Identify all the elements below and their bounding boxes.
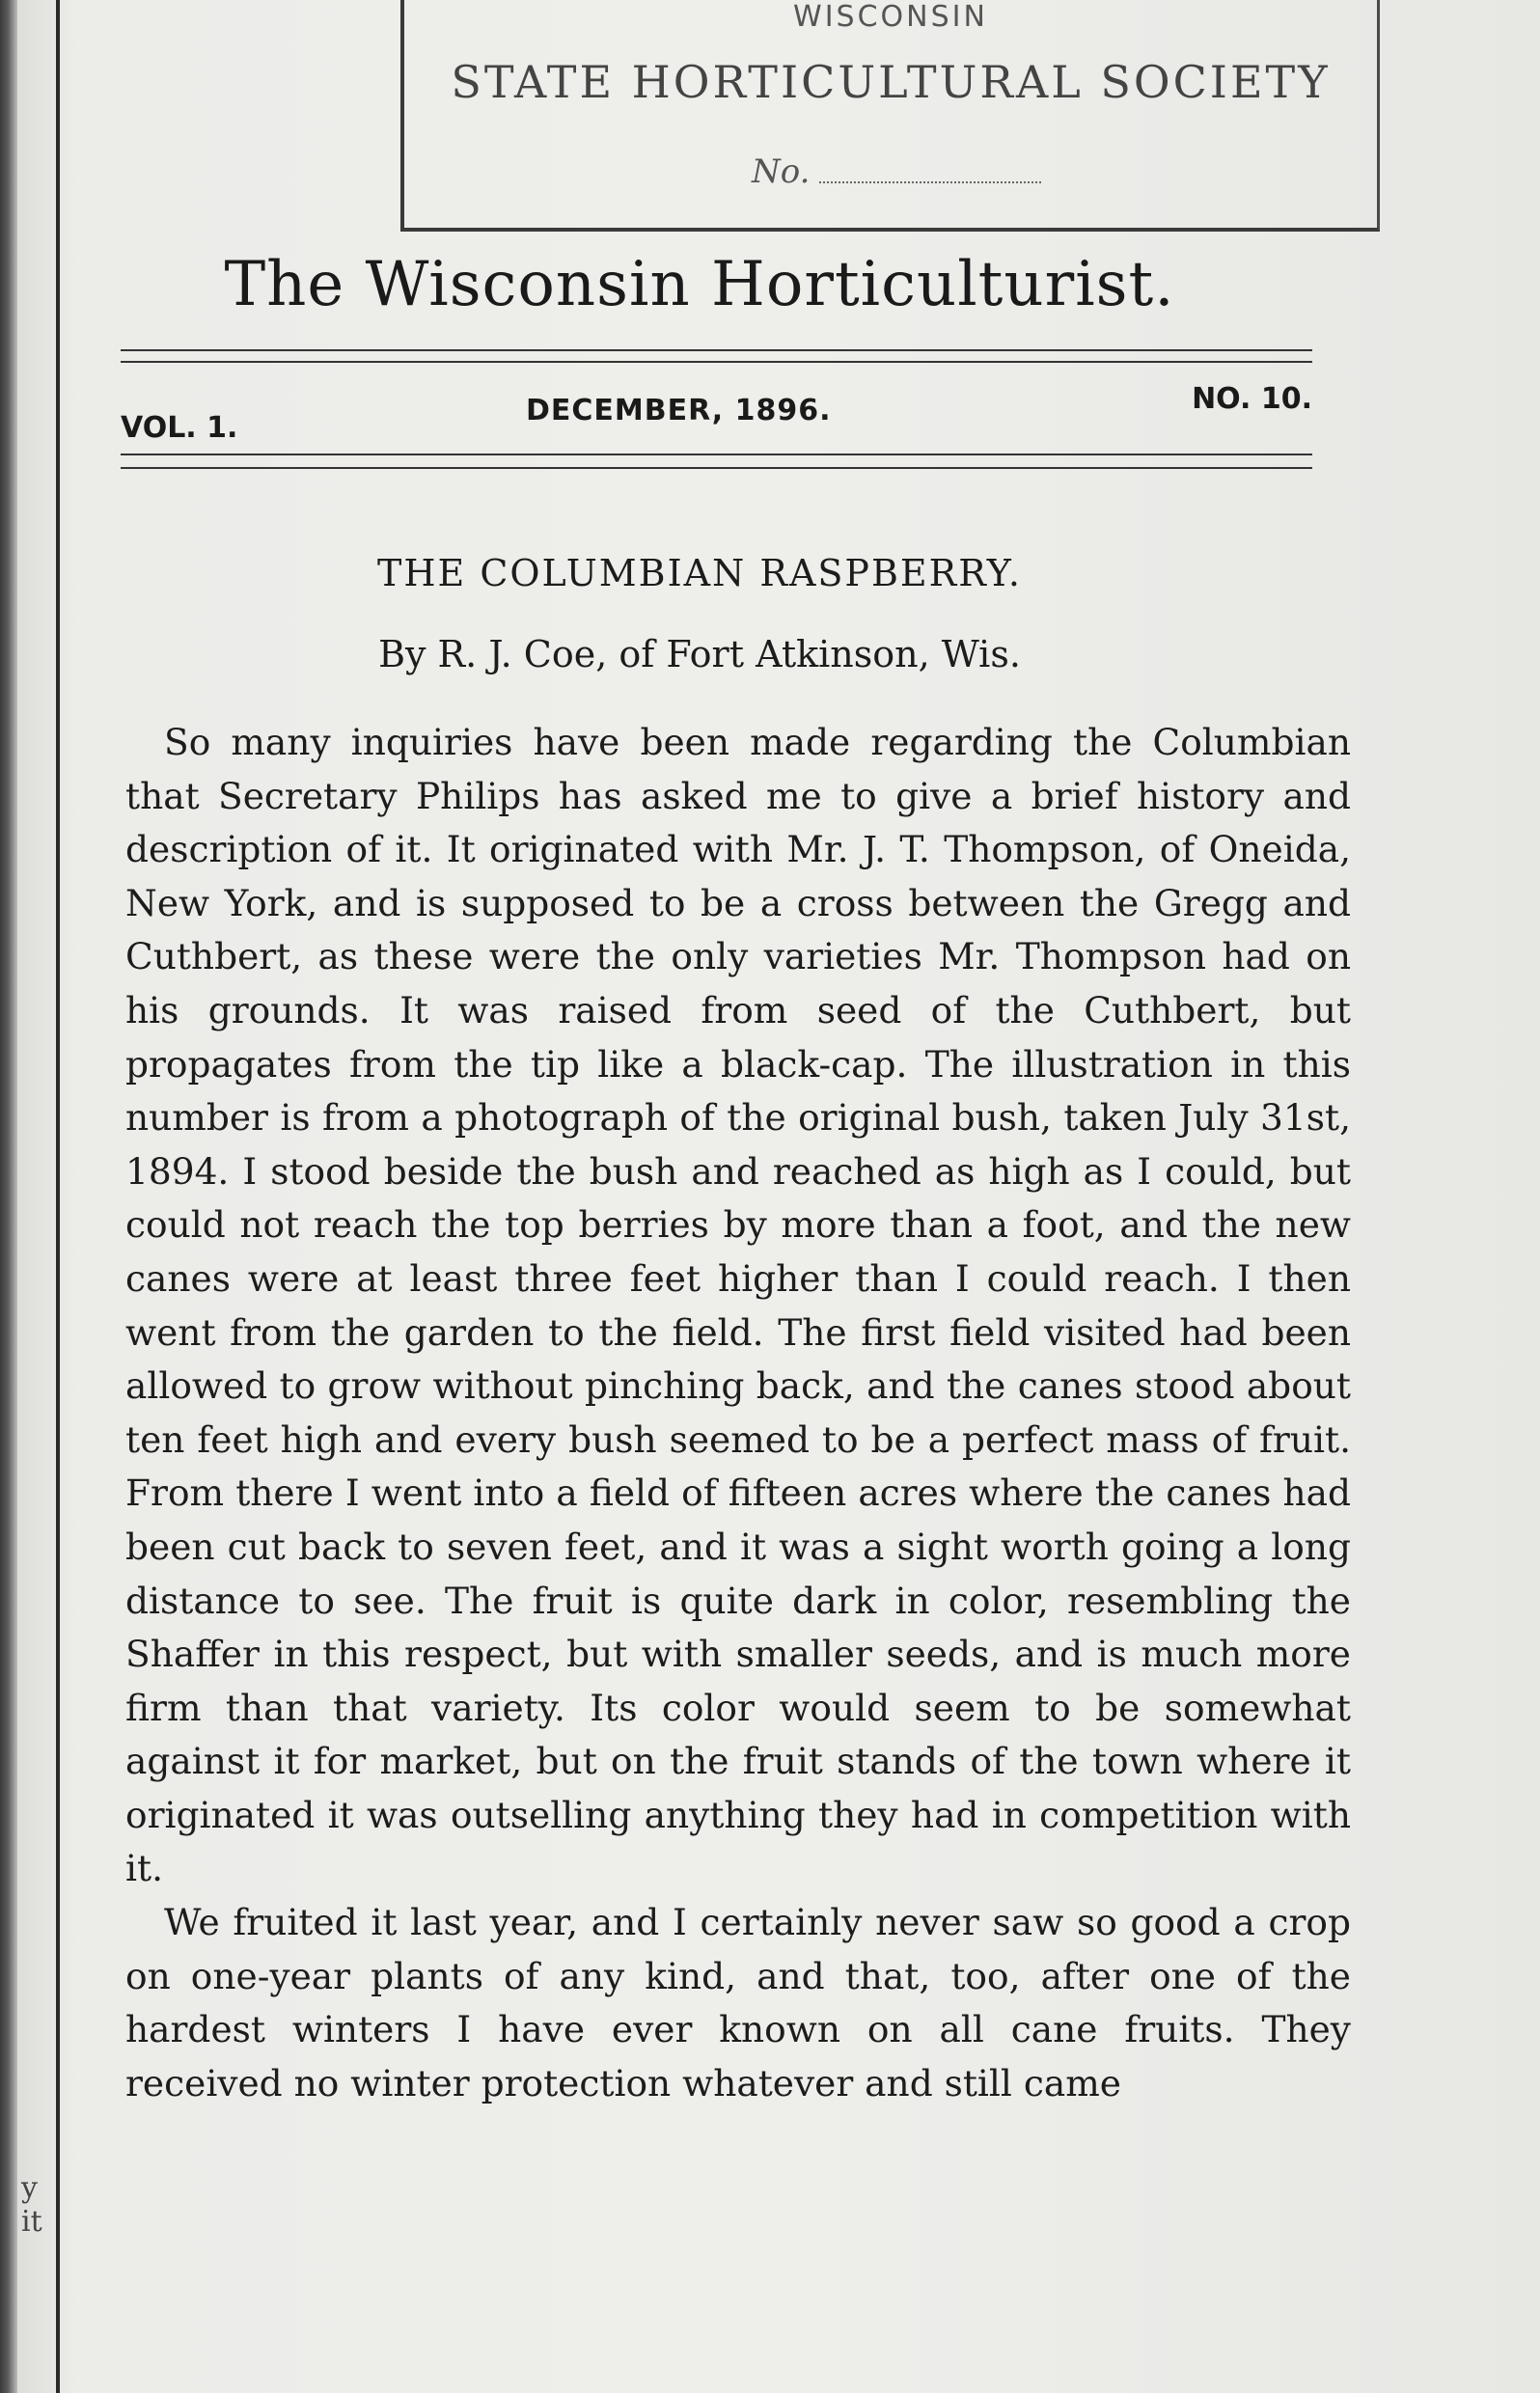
issue-info (121, 378, 1312, 445)
margin-fragment: y (21, 2171, 38, 2205)
issue-number: NO. 10. (1192, 382, 1312, 416)
article-body (125, 716, 1351, 2110)
masthead-rule-top-2 (121, 361, 1312, 363)
library-stamp (400, 0, 1380, 232)
margin-fragment: it (21, 2205, 42, 2239)
issue-volume: VOL. 1. (121, 411, 238, 445)
article-byline: By R. J. Coe, of Fort Atkinson, Wis. (378, 633, 1021, 675)
stamp-number-line (819, 181, 1041, 183)
article-paragraph: So many inquiries have been made regarding the Columbian that Secretary Philips has asked me to give a brief history and description of it. It originated with Mr. J. T. Thompson, of Oneida, New York, and is supposed to be a cross between the Gregg and Cuthbert, as these were the only varieties Mr. Thompson had on his grounds. It was raised from seed of the Cuthbert, but propagates from the tip like a black-cap. The illustration in this number is from a photograph of the original bush, taken July 31st, 1894. I stood beside the bush and reached as high as I could, but could not reach the top berries by more than a foot, and the new canes were at least three feet higher than I could reach. I then went from the garden to the field. The first field visited had been allowed to grow without pinching back, and the canes stood about ten feet high and every bush seemed to be a perfect mass of fruit. From there I went into a field of fifteen acres where the canes had been cut back to seven feet, and it was a sight worth going a long distance to see. The fruit is quite dark in color, resembling the Shaffer in this respect, but with smaller seeds, and is much more firm than that variety. Its color would seem to be somewhat against it for market, but on the fruit stands of the town where it originated it was outselling anything they had in competition with it. (125, 721, 1351, 1890)
issue-date: DECEMBER, 1896. (526, 394, 832, 427)
stamp-society: STATE HORTICULTURAL SOCIETY (451, 56, 1331, 108)
binding-line (56, 0, 60, 2393)
masthead-rule-top-1 (121, 349, 1312, 351)
binding-edge (0, 0, 17, 2393)
article-paragraph: We fruited it last year, and I certainly never saw so good a crop on one-year plants of any kind, and that, too, after one of the hardest winters I have ever known on all cane fruits. They received no winter protection whatever and still came (125, 1901, 1351, 2104)
stamp-number-label: No. (752, 152, 811, 191)
stamp-state: WISCONSIN (793, 0, 988, 34)
masthead-rule-bottom-1 (121, 454, 1312, 455)
article-title: THE COLUMBIAN RASPBERRY. (377, 552, 1022, 594)
journal-title: The Wisconsin Horticulturist. (224, 249, 1175, 320)
masthead-rule-bottom-2 (121, 467, 1312, 469)
